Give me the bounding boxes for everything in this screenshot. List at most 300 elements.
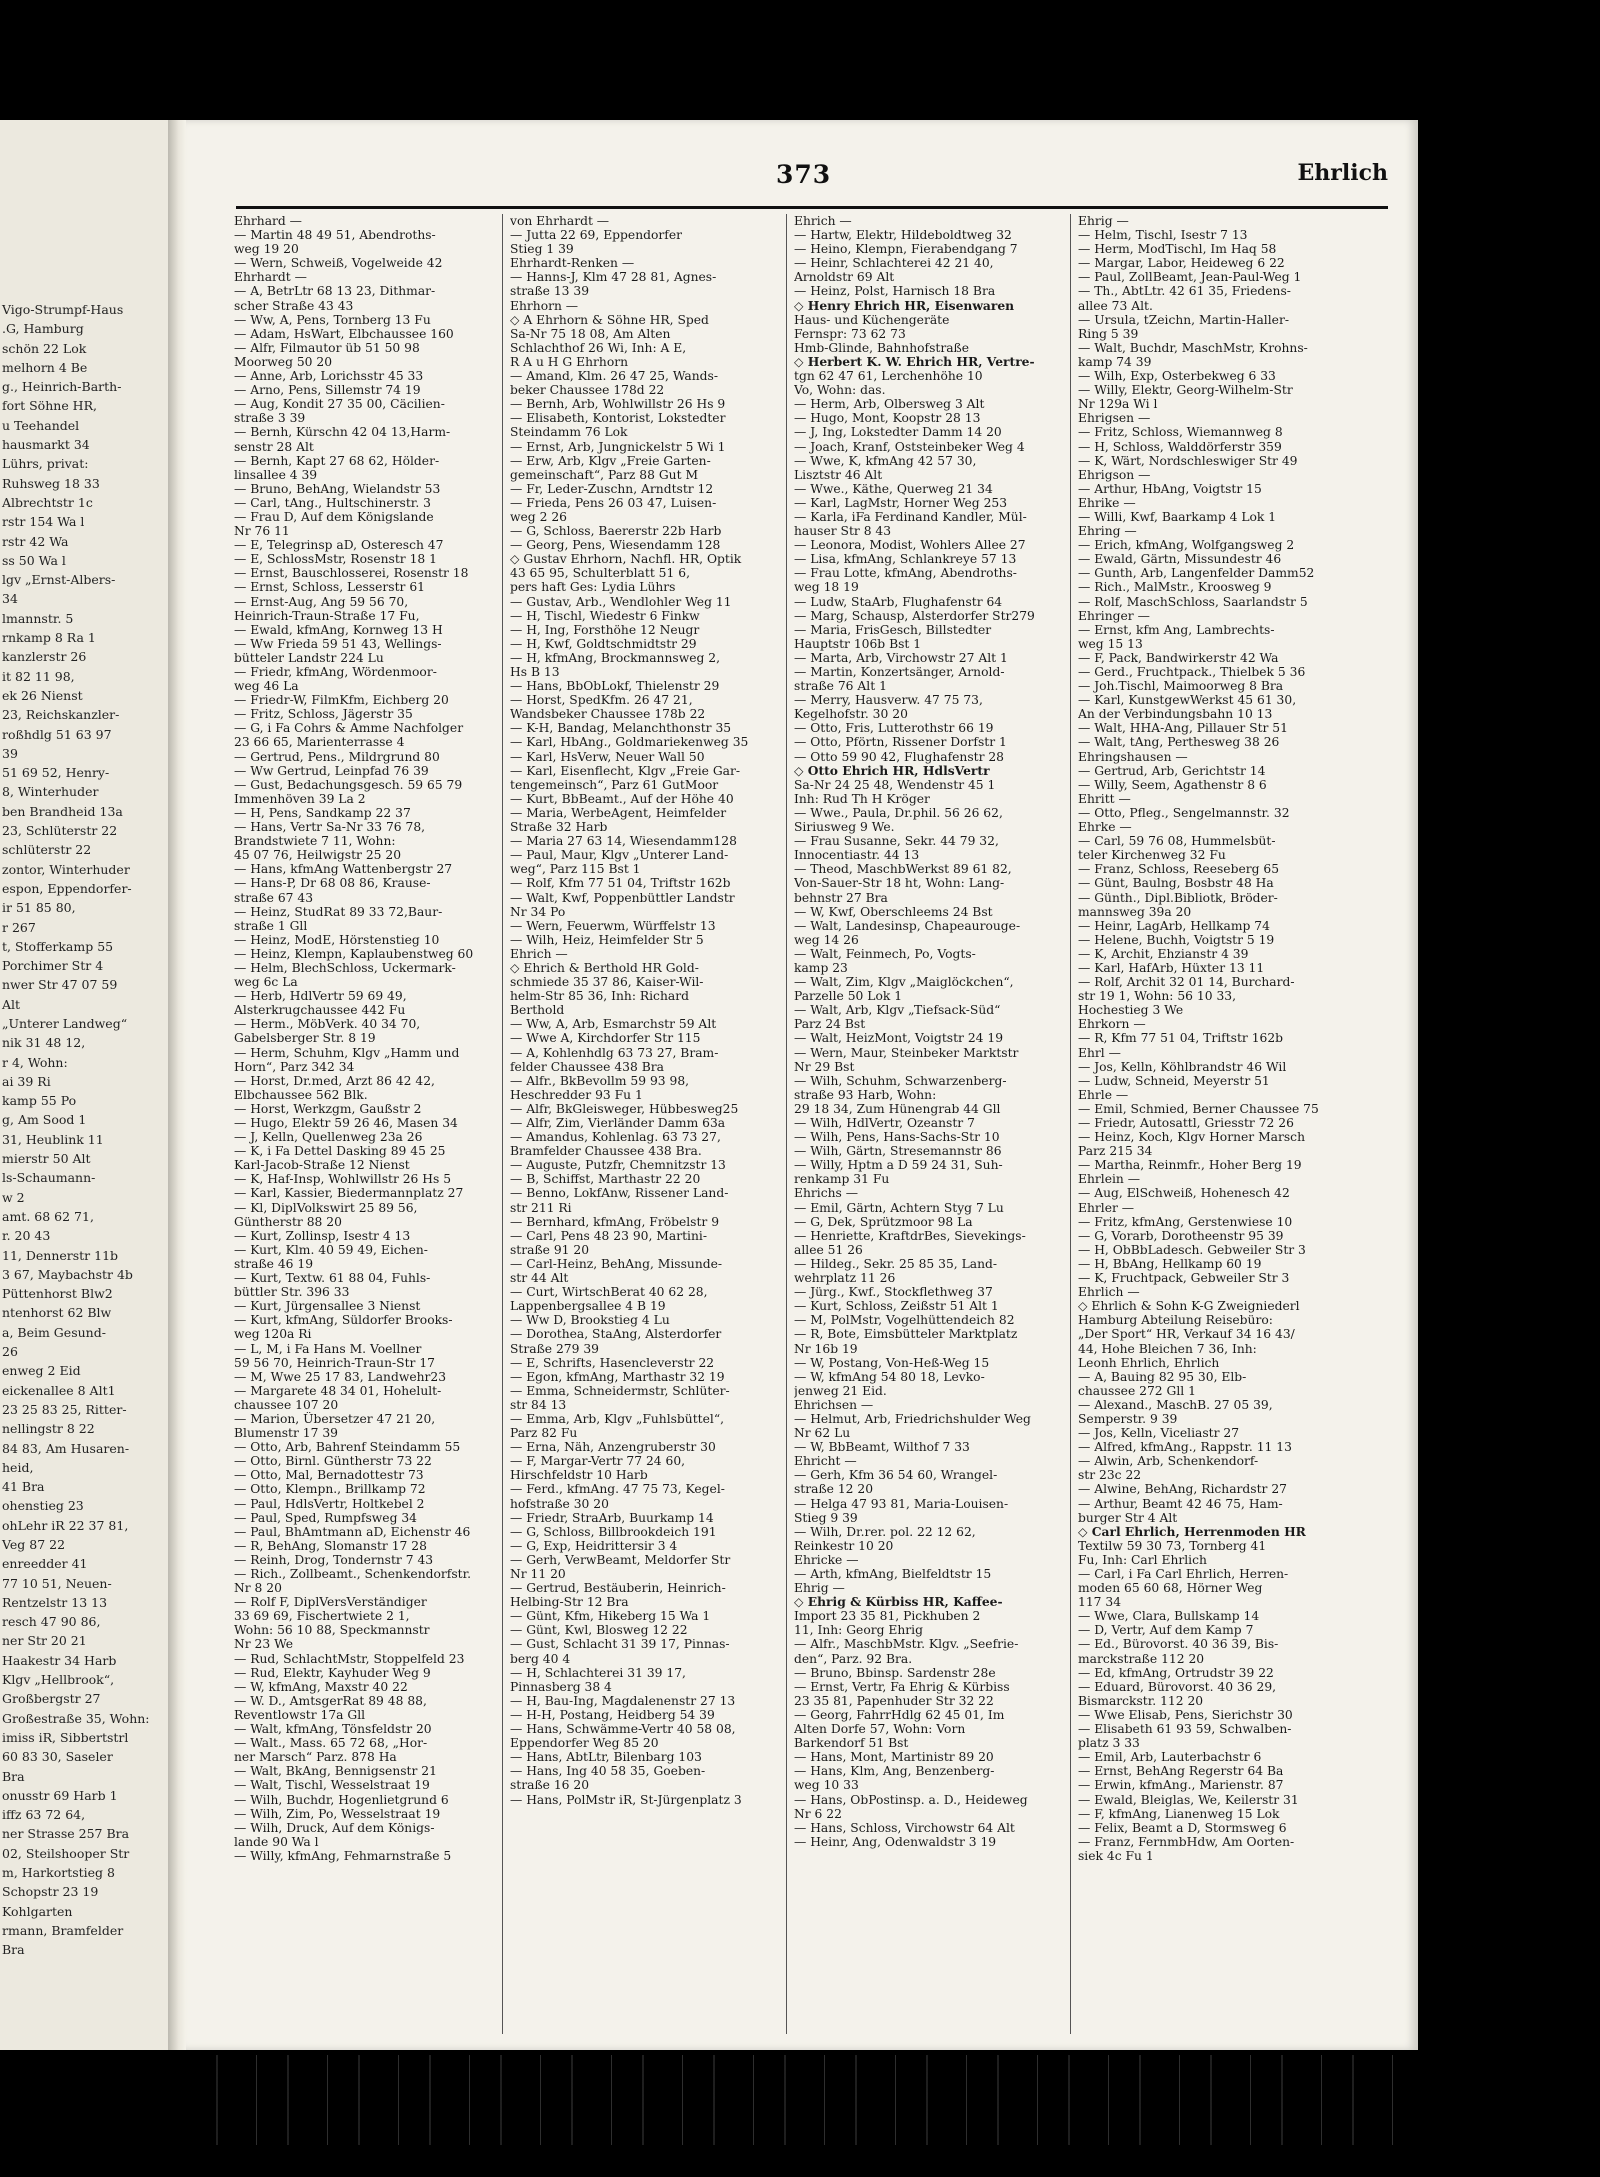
directory-entry: — Carl, 59 76 08, Hummelsbüt- [1078,834,1276,849]
directory-entry: — Walt, kfmAng, Tönsfeldstr 20 [234,1722,432,1737]
directory-entry: Fernspr: 73 62 73 [794,326,906,341]
directory-entry: — Fr, Leder-Zuschn, Arndtstr 12 [510,481,714,496]
left-fragment-line: ss 50 Wa l [2,552,66,568]
directory-entry: str 23c 22 [1078,1468,1142,1483]
directory-columns [234,214,1376,2034]
directory-entry: — Felix, Beamt a D, Stormsweg 6 [1078,1820,1287,1835]
directory-entry: 29 18 34, Zum Hünengrab 44 Gll [794,1101,1001,1116]
directory-entry: — Karl, Eisenflecht, Klgv „Freie Gar- [510,763,741,778]
directory-entry: — Gunth, Arb, Langenfelder Damm52 [1078,566,1315,581]
directory-entry: — Adam, HsWart, Elbchaussee 160 [234,326,454,341]
directory-entry: — Otto, Mal, Bernadottestr 73 [234,1468,424,1483]
directory-entry: — Martin, Konzertsänger, Arnold- [794,665,1005,679]
page-number: 373 [776,160,832,189]
directory-entry: Karl-Jacob-Straße 12 Nienst [234,1158,410,1173]
directory-entry: — Hans, Ing 40 58 35, Goeben- [510,1764,706,1779]
directory-entry: — Georg, FahrrHdlg 62 45 01, Im [794,1707,1005,1722]
directory-entry: Wohn: 56 10 88, Speckmannstr [234,1623,430,1638]
directory-entry: — Alfr, Zim, Vierländer Damm 63a [510,1116,726,1130]
directory-entry: — Rud, SchlachtMstr, Stoppelfeld 23 [234,1651,465,1666]
directory-entry: — Rolf F, DiplVersVerständiger [234,1595,427,1610]
directory-entry: — Hans, kfmAng Wattenbergstr 27 [234,862,453,877]
directory-entry: büttler Str. 396 33 [234,1285,350,1300]
directory-entry: — Alfr., MaschbMstr. Klgv. „Seefrie- [794,1637,1019,1652]
directory-entry: — Herm., MöbVerk. 40 34 70, [234,1017,421,1032]
directory-entry: — Henriette, KraftdrBes, Sievekings- [794,1228,1026,1243]
directory-entry: — Willy, Seem, Agathenstr 8 6 [1078,777,1267,792]
left-fragment-line: 31, Heublink 11 [2,1131,104,1147]
directory-entry: senstr 28 Alt [234,439,314,454]
directory-entry: — Paul, ZollBeamt, Jean-Paul-Weg 1 [1078,270,1302,285]
directory-entry: — Günth., Dipl.Bibliotk, Bröder- [1078,890,1278,905]
left-fragment-line: 84 83, Am Husaren- [2,1440,130,1456]
directory-entry: — Günt, Kwl, Blosweg 12 22 [510,1623,688,1638]
directory-entry: — A, BetrLtr 68 13 23, Dithmar- [234,284,436,299]
left-fragment-line: nik 31 48 12, [2,1035,86,1051]
directory-entry: — Gerh, VerwBeamt, Meldorfer Str [510,1552,731,1567]
directory-entry: — H, kfmAng, Brockmannsweg 2, [510,650,721,665]
directory-entry: — J, Kelln, Quellenweg 23a 26 [234,1130,423,1145]
directory-entry: — Frieda, Pens 26 03 47, Luisen- [510,495,717,510]
directory-entry: — Heinz, Koch, Klgv Horner Marsch [1078,1130,1305,1145]
directory-entry: Reinkestr 10 20 [794,1538,894,1553]
directory-entry: straße 46 19 [234,1256,314,1271]
directory-entry: 44, Hohe Bleichen 7 36, Inh: [1078,1341,1257,1356]
left-fragment-line: Porchimer Str 4 [2,958,104,974]
directory-entry: — Walt, Kwf, Poppenbüttler Landstr [510,890,735,905]
directory-entry: — Gerh, Kfm 36 54 60, Wrangel- [794,1468,998,1483]
left-fragment-line: lmannstr. 5 [2,610,74,626]
directory-entry: — Emil, Gärtn, Achtern Styg 7 Lu [794,1200,1004,1215]
directory-entry: — Ernst, Bauschlosserei, Rosenstr 18 [234,566,469,581]
firm-entry: ◇ Gustav Ehrhorn, Nachfl. HR, Optik [510,552,742,567]
left-fragment-line: Vigo-Strumpf-Haus [2,302,124,317]
left-fragment-line: Ruhsweg 18 33 [2,475,100,491]
directory-entry: Eppendorfer Weg 85 20 [510,1736,659,1751]
directory-entry: — Carl, tAng., Hultschinerstr. 3 [234,495,431,510]
directory-entry: schmiede 35 37 86, Kaiser-Wil- [510,975,704,990]
left-fragment-line: Püttenhorst Blw2 [2,1286,113,1302]
directory-entry: — Emil, Arb, Lauterbachstr 6 [1078,1750,1262,1765]
directory-entry: — Heinz, Polst, Harnisch 18 Bra [794,284,996,299]
directory-entry: — H, Schloss, Walddörferstr 359 [1078,439,1282,454]
directory-entry: — Otto, Klempn., Brillkamp 72 [234,1482,426,1497]
directory-entry: tengemeinsch“, Parz 61 GutMoor [510,777,719,792]
directory-entry: — Hans, Mont, Martinistr 89 20 [794,1750,994,1765]
directory-entry: — Auguste, Putzfr, Chemnitzstr 13 [510,1158,726,1173]
surname-heading: Ehrkorn — [1078,1017,1146,1032]
directory-entry: straße 67 43 [234,890,314,905]
directory-entry: — M, PolMstr, Vogelhüttendeich 82 [794,1313,1015,1328]
directory-entry: — Fritz, Schloss, Jägerstr 35 [234,707,413,722]
directory-entry: lande 90 Wa l [234,1834,319,1849]
directory-entry: — Horst, Werkzgm, Gaußstr 2 [234,1101,422,1116]
directory-entry: 23 66 65, Marienterrasse 4 [234,735,405,750]
directory-entry: hauser Str 8 43 [794,524,892,539]
directory-entry: teler Kirchenweg 32 Fu [1078,848,1226,863]
directory-entry: — E, Telegrinsp aD, Osteresch 47 [234,538,444,553]
left-fragment-line: ai 39 Ri [2,1073,51,1089]
directory-entry: — Walt, HHA-Ang, Pillauer Str 51 [1078,721,1288,736]
directory-entry: — Elisabeth, Kontorist, Lokstedter [510,411,726,426]
surname-heading: Ehrhard — [234,214,302,228]
directory-entry: chaussee 272 Gll 1 [1078,1383,1196,1398]
directory-entry: den“, Parz. 92 Bra. [794,1651,913,1666]
directory-entry: Pinnasberg 38 4 [510,1679,612,1694]
left-fragment-line: nellingstr 8 22 [2,1421,95,1437]
directory-entry: — Bruno, Bbinsp. Sardenstr 28e [794,1665,996,1680]
directory-entry: — Egon, kfmAng, Marthastr 32 19 [510,1369,725,1384]
left-fragment-line: 39 [2,745,18,761]
left-fragment-line: rmann, Bramfelder [2,1922,124,1938]
left-fragment-line: m, Harkortstieg 8 [2,1865,115,1881]
directory-entry: — Rud, Elektr, Kayhuder Weg 9 [234,1665,431,1680]
directory-entry: — Jos, Kelln, Köhlbrandstr 46 Wil [1078,1059,1287,1074]
left-fragment-line: 26 [2,1344,18,1360]
left-fragment-line: onusstr 69 Harb 1 [2,1787,118,1803]
directory-entry: Bramfelder Chaussee 438 Bra. [510,1144,702,1159]
firm-entry: ◇ Henry Ehrich HR, Eisenwaren [794,298,1015,313]
directory-entry: Leonh Ehrlich, Ehrlich [1078,1355,1220,1370]
directory-entry: — Lisa, kfmAng, Schlankreye 57 13 [794,552,1017,567]
directory-entry: — Emma, Schneidermstr, Schlüter- [510,1383,730,1398]
directory-entry: — Alexand., MaschB. 27 05 39, [1078,1397,1273,1412]
left-fragment-line: ohenstieg 23 [2,1498,84,1514]
directory-entry: — Gertrud, Pens., Mildrgrund 80 [234,749,440,764]
directory-entry: Straße 279 39 [510,1341,600,1356]
left-fragment-line: lgv „Ernst-Albers- [2,572,116,588]
firm-entry: ◇ A Ehrhorn & Söhne HR, Sped [510,312,709,327]
left-fragment-line: iffz 63 72 64, [2,1807,86,1823]
directory-entry: — E, SchlossMstr, Rosenstr 18 1 [234,552,437,567]
directory-entry: — Elisabeth 61 93 59, Schwalben- [1078,1722,1292,1737]
left-fragment-line: ek 26 Nienst [2,687,83,703]
directory-entry: — Helene, Buchh, Voigtstr 5 19 [1078,932,1275,947]
surname-heading: Ehrichs — [794,1186,859,1201]
directory-entry: — G, Vorarb, Dorotheenstr 95 39 [1078,1228,1284,1243]
directory-entry: Import 23 35 81, Pickhuben 2 [794,1609,981,1624]
directory-entry: Hmb-Glinde, Bahnhofstraße [794,340,970,355]
left-fragment-line: r 4, Wohn: [2,1054,68,1070]
directory-entry: — Paul, Maur, Klgv „Unterer Land- [510,848,729,863]
directory-entry: — Wilh, Gärtn, Stresemannstr 86 [794,1144,1002,1159]
directory-entry: — Heinz, ModE, Hörstenstieg 10 [234,932,440,947]
left-fragment-line: Schopstr 23 19 [2,1884,99,1900]
directory-entry: Parz 215 34 [1078,1144,1153,1159]
directory-entry: — Wilh, Dr.rer. pol. 22 12 62, [794,1524,976,1539]
left-page-fragment [0,120,168,2050]
directory-entry: 59 56 70, Heinrich-Traun-Str 17 [234,1355,435,1370]
directory-entry: — Helm, BlechSchloss, Uckermark- [234,960,456,975]
directory-entry: — Kurt, Zollinsp, Isestr 4 13 [234,1228,411,1243]
directory-entry: — Willi, Kwf, Baarkamp 4 Lok 1 [1078,509,1277,524]
directory-entry: Heinrich-Traun-Straße 17 Fu, [234,608,420,623]
directory-entry: straße 91 20 [510,1242,590,1257]
directory-entry: Inh: Rud Th H Kröger [794,791,930,806]
left-fragment-line: amt. 68 62 71, [2,1208,94,1224]
left-fragment-line: 11, Dennerstr 11b [2,1247,119,1263]
directory-entry: weg 15 13 [1078,636,1143,651]
directory-entry: — Erich, kfmAng, Wolfgangsweg 2 [1078,538,1295,553]
left-fragment-line: rstr 42 Wa [2,533,69,549]
left-fragment-line: u Teehandel [2,417,80,433]
directory-entry: — Maria 27 63 14, Wiesendamm128 [510,834,737,849]
directory-entry: — A, Kohlenhdlg 63 73 27, Bram- [510,1045,719,1060]
directory-entry: — Emil, Schmied, Berner Chaussee 75 [1078,1101,1319,1116]
surname-heading: Ehrich — [510,946,568,961]
directory-entry: — Arth, kfmAng, Bielfeldtstr 15 [794,1567,992,1581]
directory-entry: — Alfred, kfmAng., Rappstr. 11 13 [1078,1440,1292,1455]
left-fragment-line: heid, [2,1459,34,1475]
directory-entry: — Wwe., Käthe, Querweg 21 34 [794,481,993,496]
directory-entry: — Maria, WerbeAgent, Heimfelder [510,805,727,820]
directory-entry: wehrplatz 11 26 [794,1271,896,1286]
directory-entry: — Margar, Labor, Heideweg 6 22 [1078,256,1285,271]
firm-entry: ◇ Herbert K. W. Ehrich HR, Vertre- [794,354,1035,369]
directory-entry: — Heinr, Ang, Odenwaldstr 3 19 [794,1834,997,1849]
directory-entry: — Ww Frieda 59 51 43, Wellings- [234,636,442,651]
directory-entry: — Rolf, Kfm 77 51 04, Triftstr 162b [510,876,731,891]
directory-entry: — K, Fruchtpack, Gebweiler Str 3 [1078,1271,1290,1286]
directory-entry: — Heinz, Klempn, Kaplaubenstweg 60 [234,946,474,961]
directory-entry: — Curt, WirtschBerat 40 62 28, [510,1285,708,1300]
surname-heading: von Ehrhardt — [510,214,610,228]
directory-entry: renkamp 31 Fu [794,1172,890,1187]
directory-entry: — Leonora, Modist, Wohlers Allee 27 [794,538,1026,553]
directory-entry: siek 4c Fu 1 [1078,1848,1154,1863]
directory-entry: helm-Str 85 36, Inh: Richard [510,989,689,1004]
left-fragment-line: zontor, Winterhuder [2,861,130,877]
directory-entry: — Wilh, Buchdr, Hogenlietgrund 6 [234,1792,449,1807]
directory-entry: — Arno, Pens, Sillemstr 74 19 [234,383,421,398]
directory-entry: — Walt., Mass. 65 72 68, „Hor- [234,1736,428,1751]
directory-entry: pers haft Ges: Lydia Lührs [510,580,676,595]
directory-entry: — Carl, Pens 48 23 90, Martini- [510,1228,707,1243]
firm-entry: ◇ Ehrig & Kürbiss HR, Kaffee- [794,1595,1003,1610]
directory-entry: — H, Ing, Forsthöhe 12 Neugr [510,622,700,637]
left-fragment-line: Haakestr 34 Harb [2,1652,117,1668]
directory-entry: Nr 11 20 [510,1567,566,1581]
surname-heading: Ehricht — [794,1454,857,1469]
directory-entry: 33 69 69, Fischertwiete 2 1, [234,1609,410,1624]
directory-entry: — Ludw, Schneid, Meyerstr 51 [1078,1073,1270,1088]
directory-entry: — Franz, FernmbHdw, Am Oorten- [1078,1834,1295,1849]
directory-entry: Reventlowstr 17a Gll [234,1707,366,1722]
directory-entry: Alsterkrugchaussee 442 Fu [234,1003,406,1018]
directory-entry: — Herb, HdlVertr 59 69 49, [234,989,407,1004]
directory-entry: — Hans, BbObLokf, Thielenstr 29 [510,679,720,694]
directory-entry: — G, Exp, Heidrittersir 3 4 [510,1538,678,1553]
left-fragment-line: w 2 [2,1189,25,1205]
left-fragment-line: 23, Schlüterstr 22 [2,823,118,839]
directory-entry: — Kurt, kfmAng, Süldorfer Brooks- [234,1313,453,1328]
directory-entry: — Alwin, Arb, Schenkendorf- [1078,1454,1259,1469]
left-fragment-line: Bra [2,1768,25,1784]
directory-entry: — Ernst, Arb, Jungnickelstr 5 Wi 1 [510,439,726,454]
directory-entry: — Willy, kfmAng, Fehmarnstraße 5 [234,1848,452,1863]
directory-entry: — Hans, Vertr Sa-Nr 33 76 78, [234,820,426,835]
left-fragment-line: Großbergstr 27 [2,1691,101,1707]
left-fragment-line: rstr 154 Wa l [2,514,85,530]
directory-entry: — Wilh, Exp, Osterbekweg 6 33 [1078,369,1276,384]
directory-entry: — Paul, HdlsVertr, Holtkebel 2 [234,1496,425,1511]
directory-entry: bütteler Landstr 224 Lu [234,650,384,665]
directory-entry: Wandsbeker Chaussee 178b 22 [510,707,706,722]
directory-entry: 43 65 95, Schulterblatt 51 6, [510,566,690,581]
directory-entry: — Horst, SpedKfm. 26 47 21, [510,693,693,708]
left-fragment-line: Veg 87 22 [2,1537,66,1552]
directory-entry: — Ewald, kfmAng, Kornweg 13 H [234,622,443,637]
directory-entry: — M, Wwe 25 17 83, Landwehr23 [234,1369,447,1384]
directory-entry: — Georg, Pens, Wiesendamm 128 [510,538,721,553]
directory-entry: weg“, Parz 115 Bst 1 [510,862,641,877]
directory-entry: — Gerd., Fruchtpack., Thielbek 5 36 [1078,665,1306,679]
directory-entry: — K, Wärt, Nordschleswiger Str 49 [1078,453,1298,468]
left-fragment-line: it 82 11 98, [2,668,75,684]
left-fragment-line: g, Am Sood 1 [2,1112,87,1128]
directory-entry: — Wwe A, Kirchdorfer Str 115 [510,1031,701,1046]
directory-entry: Nr 16b 19 [794,1341,858,1356]
directory-entry: Nr 129a Wi l [1078,397,1158,412]
directory-column-1 [234,214,504,2034]
directory-entry: — Wilh, Druck, Auf dem Königs- [234,1820,435,1835]
firm-entry: ◇ Carl Ehrlich, Herrenmoden HR [1078,1524,1306,1539]
directory-entry: Schlachthof 26 Wi, Inh: A E, [510,340,687,355]
directory-entry: — Jos, Kelln, Viceliastr 27 [1078,1426,1240,1441]
directory-entry: — G, Dek, Sprützmoor 98 La [794,1214,973,1229]
directory-entry: — R, Kfm 77 51 04, Triftstr 162b [1078,1031,1284,1046]
surname-heading: Ehrle — [1078,1087,1129,1102]
directory-entry: — Rich., MalMstr., Kroosweg 9 [1078,580,1272,595]
directory-entry: — Amand, Klm. 26 47 25, Wands- [510,369,719,384]
left-fragment-line: Kohlgarten [2,1903,73,1919]
directory-entry: Barkendorf 51 Bst [794,1736,909,1751]
directory-entry: tgn 62 47 61, Lerchenhöhe 10 [794,369,983,384]
directory-entry: — Walt, Feinmech, Po, Vogts- [794,946,976,961]
directory-entry: — Karl, LagMstr, Horner Weg 253 [794,495,1008,510]
directory-entry: — Otto, Birnl. Güntherstr 73 22 [234,1454,432,1469]
directory-entry: — H, Schlachterei 31 39 17, [510,1665,686,1680]
directory-entry: beker Chaussee 178d 22 [510,383,665,398]
directory-entry: marckstraße 112 20 [1078,1651,1205,1666]
directory-entry: — W, Postang, Von-Heß-Weg 15 [794,1355,990,1370]
directory-entry: Innocentiastr. 44 13 [794,848,920,863]
directory-entry: Straße 32 Harb [510,820,608,835]
directory-entry: — Otto, Pfleg., Sengelmannstr. 32 [1078,805,1290,820]
directory-entry: Haus- und Küchengeräte [794,312,950,327]
directory-entry: — Frau D, Auf dem Königslande [234,509,434,524]
left-fragment-line: r 267 [2,919,36,935]
left-fragment-line: roßhdlg 51 63 97 [2,726,112,742]
directory-entry: str 44 Alt [510,1271,569,1286]
directory-entry: — B, Schiffst, Marthastr 22 20 [510,1172,701,1187]
directory-entry: — Joach, Kranf, Oststeinbeker Weg 4 [794,439,1025,454]
surname-heading: Ehringshausen — [1078,749,1188,764]
directory-entry: — Rolf, MaschSchloss, Saarlandstr 5 [1078,594,1308,609]
directory-entry: Kegelhofstr. 30 20 [794,707,908,722]
directory-entry: — Margarete 48 34 01, Hohelult- [234,1383,442,1398]
directory-entry: weg 2 26 [510,509,567,524]
directory-entry: — J, Ing, Lokstedter Damm 14 20 [794,425,1002,440]
directory-entry: 23 35 81, Papenhuder Str 32 22 [794,1693,994,1708]
directory-entry: — Arthur, Beamt 42 46 75, Ham- [1078,1496,1283,1511]
left-fragment-line: ls-Schaumann- [2,1170,96,1186]
left-fragment-line: 51 69 52, Henry- [2,765,110,781]
directory-entry: — Anne, Arb, Lorichsstr 45 33 [234,369,424,384]
directory-entry: weg 120a Ri [234,1327,312,1342]
directory-entry: weg 10 33 [794,1778,859,1793]
directory-entry: Semperstr. 9 39 [1078,1411,1178,1426]
directory-entry: — Otto, Pförtn, Rissener Dorfstr 1 [794,735,1007,750]
directory-entry: Vo, Wohn: das. [794,383,886,398]
directory-entry: Nr 23 We [234,1637,294,1652]
directory-entry: Stieg 1 39 [510,242,574,257]
surname-heading: Ehrigsen — [1078,411,1151,426]
directory-entry: Hauptstr 106b Bst 1 [794,636,922,651]
directory-entry: — Frau Lotte, kfmAng, Abendroths- [794,566,1017,581]
directory-page [186,120,1418,2050]
directory-entry: — Heinz, StudRat 89 33 72,Baur- [234,904,443,919]
directory-entry: — Karl, HafArb, Hüxter 13 11 [1078,960,1265,975]
left-fragment-line: .G, Hamburg [2,321,84,337]
directory-entry: — Ww, A, Arb, Esmarchstr 59 Alt [510,1017,717,1032]
directory-entry: — Gertrud, Bestäuberin, Heinrich- [510,1581,726,1596]
directory-entry: — Joh.Tischl, Maimoorweg 8 Bra [1078,679,1284,694]
left-fragment-line: 41 Bra [2,1479,45,1495]
left-fragment-line: g., Heinrich-Barth- [2,379,122,395]
directory-entry: — W, BbBeamt, Wilthof 7 33 [794,1440,970,1455]
directory-entry: straße 16 20 [510,1778,590,1793]
left-fragment-line: ben Brandheid 13a [2,803,123,819]
directory-entry: — Franz, Schloss, Reeseberg 65 [1078,862,1280,877]
directory-entry: „Der Sport“ HR, Verkauf 34 16 43/ [1078,1327,1295,1342]
left-fragment-line: ohLehr iR 22 37 81, [2,1517,129,1533]
directory-entry: Hochestieg 3 We [1078,1003,1184,1018]
left-fragment-line: melhorn 4 Be [2,359,88,375]
left-fragment-line: espon, Eppendorfer- [2,880,132,896]
directory-entry: — Heinr, LagArb, Hellkamp 74 [1078,918,1270,933]
directory-entry: — F, Pack, Bandwirkerstr 42 Wa [1078,650,1279,665]
directory-entry: chaussee 107 20 [234,1397,339,1412]
directory-entry: behnstr 27 Bra [794,890,888,905]
directory-entry: Blumenstr 17 39 [234,1426,338,1441]
left-fragment-line: enreedder 41 [2,1556,88,1572]
directory-entry: — H, BbAng, Hellkamp 60 19 [1078,1256,1262,1271]
left-fragment-line: imiss iR, Sibbertstrl [2,1729,129,1745]
directory-entry: jenweg 21 Eid. [794,1383,887,1398]
surname-heading: Ehrig — [1078,214,1129,228]
directory-entry: — Fritz, kfmAng, Gerstenwiese 10 [1078,1214,1293,1229]
directory-entry: — Alfr, BkGleisweger, Hübbesweg25 [510,1101,739,1116]
directory-entry: — Ewald, Bleiglas, We, Keilerstr 31 [1078,1792,1299,1807]
directory-entry: — Karl, HbAng., Goldmariekenweg 35 [510,735,749,750]
directory-entry: Parzelle 50 Lok 1 [794,989,903,1004]
directory-entry: — Arthur, HbAng, Voigtstr 15 [1078,481,1262,496]
directory-entry: Brandstwiete 7 11, Wohn: [234,834,396,849]
directory-entry: — Heino, Klempn, Fierabendgang 7 [794,242,1018,257]
firm-entry: ◇ Ehrlich & Sohn K-G Zweigniederl [1078,1299,1300,1314]
surname-heading: Ehring — [1078,524,1137,539]
directory-entry: — Gust, Schlacht 31 39 17, Pinnas- [510,1637,730,1652]
directory-entry: Helbing-Str 12 Bra [510,1595,629,1610]
directory-entry: — Wwe., Paula, Dr.phil. 56 26 62, [794,805,1003,820]
directory-entry: — Paul, BhAmtmann aD, Eichenstr 46 [234,1524,471,1539]
directory-entry: — Kl, DiplVolkswirt 25 89 56, [234,1200,418,1215]
surname-heading: Ehrichsen — [794,1397,874,1412]
directory-entry: — Friedr, Autosattl, Griesstr 72 26 [1078,1116,1294,1130]
directory-entry: — W. D., AmtsgerRat 89 48 88, [234,1693,427,1708]
directory-entry: — Wwe Elisab, Pens, Sierichstr 30 [1078,1707,1293,1722]
